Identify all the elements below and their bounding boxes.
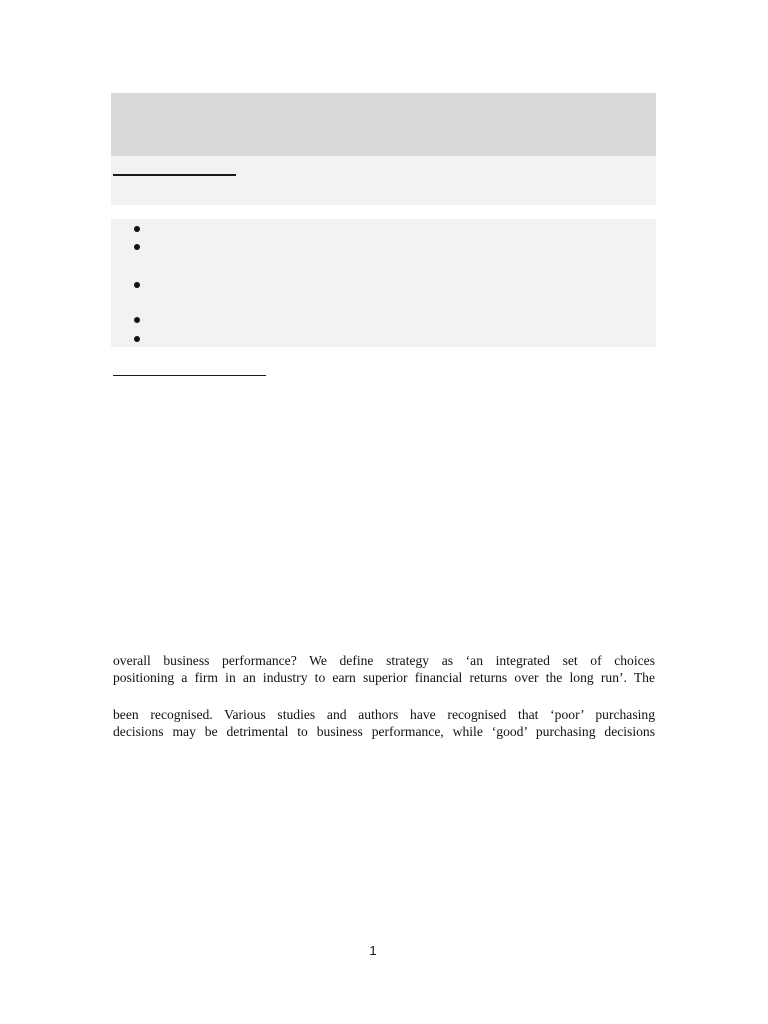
paragraph-line: overall business performance? We define strategy as ‘an integrated set of choices: [113, 653, 655, 668]
bullet-dot: [134, 226, 140, 232]
paragraph-line: decisions may be detrimental to business performance, while ‘good’ purchasing decisions: [113, 724, 655, 739]
paragraph-line: been recognised. Various studies and authors have recognised that ‘poor’ purchasing: [113, 707, 655, 722]
section-heading-underline: [113, 375, 266, 376]
bullet-dot: [134, 336, 140, 342]
bullet-dot: [134, 282, 140, 288]
bullet-dot: [134, 317, 140, 323]
paragraph-line: positioning a firm in an industry to earn superior financial returns over the long run’. The: [113, 670, 655, 685]
header-band: [111, 93, 656, 156]
page-number: 1: [369, 943, 377, 958]
subheader-band: [111, 156, 656, 205]
heading-underline: [113, 174, 236, 176]
bullet-list-box: [111, 219, 656, 347]
bullet-dot: [134, 244, 140, 250]
